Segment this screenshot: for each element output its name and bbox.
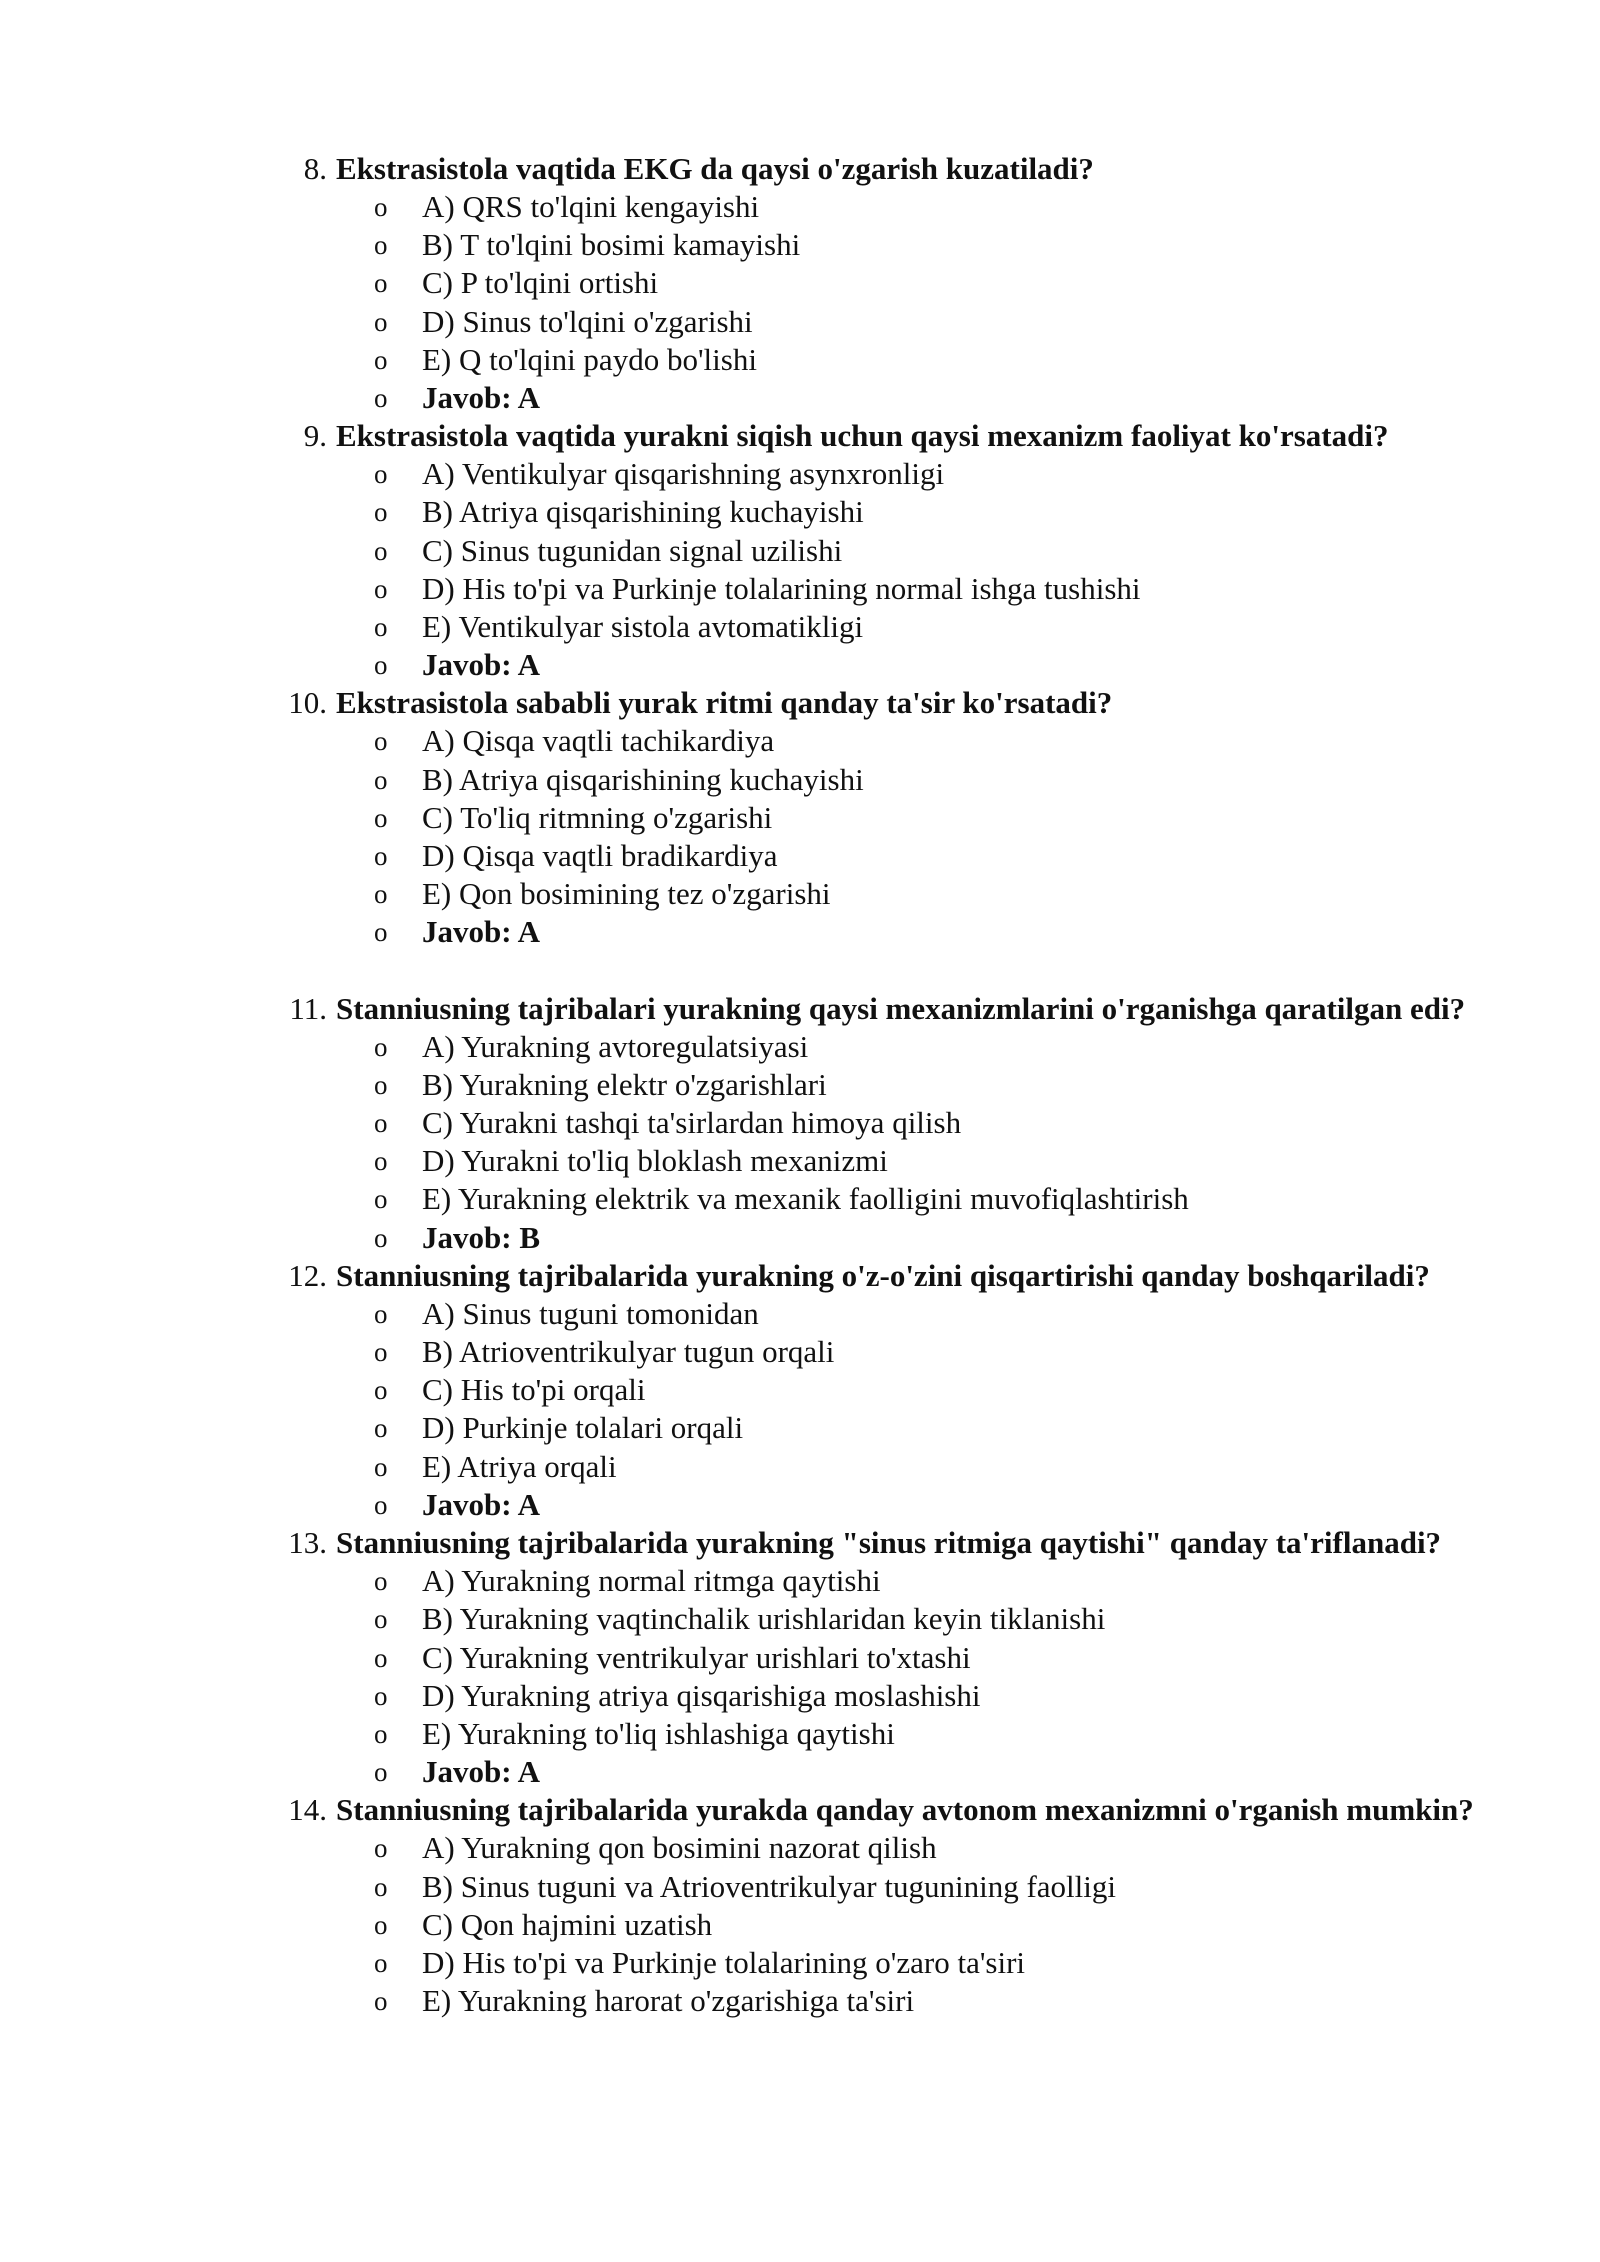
option-item (278, 1066, 1518, 1104)
question-text: Stanniusning tajribalari yurakning qaysi mexanizmlarini o'rganishga qaratilgan edi? (336, 990, 1466, 1026)
option-list (278, 722, 1518, 951)
option-text: C) Sinus tugunidan signal uzilishi (422, 532, 843, 568)
option-item (278, 1409, 1518, 1447)
question-13 (278, 1524, 1518, 1791)
question-8 (278, 150, 1518, 417)
question-text: Ekstrasistola vaqtida EKG da qaysi o'zgarish kuzatiladi? (336, 151, 1094, 186)
option-item (278, 1142, 1518, 1180)
bullet-icon: o (374, 802, 388, 833)
option-text: A) QRS to'lqini kengayishi (422, 189, 760, 224)
question-text: Ekstrasistola sababli yurak ritmi qanday ta'sir ko'rsatadi? (336, 685, 1113, 721)
option-item (278, 875, 1518, 913)
answer-item (278, 1753, 1518, 1791)
bullet-icon: o (374, 1451, 388, 1482)
option-text: A) Yurakning normal ritmga qaytishi (422, 1563, 881, 1599)
option-item (278, 1371, 1518, 1409)
bullet-icon: o (374, 1489, 388, 1520)
answer-item (278, 1219, 1518, 1257)
option-item (278, 455, 1518, 493)
option-item (278, 1104, 1518, 1142)
option-list (278, 1295, 1518, 1524)
option-text: E) Ventikulyar sistola avtomatikligi (422, 609, 864, 645)
option-text: C) His to'pi orqali (422, 1372, 646, 1408)
question-heading (278, 1791, 1518, 1829)
answer-item (278, 1486, 1518, 1524)
option-item (278, 1639, 1518, 1677)
answer-item (278, 646, 1518, 684)
question-heading (278, 1524, 1518, 1562)
bullet-icon: o (374, 1108, 388, 1139)
bullet-icon: o (374, 230, 388, 261)
option-text: B) T to'lqini bosimi kamayishi (422, 227, 801, 263)
question-number: 10. (288, 685, 327, 721)
bullet-icon: o (374, 1222, 388, 1253)
option-text: D) Yurakning atriya qisqarishiga moslashishi (422, 1677, 981, 1713)
option-text: B) Atrioventrikulyar tugun orqali (422, 1334, 835, 1370)
option-text: A) Ventikulyar qisqarishning asynxronligi (422, 456, 945, 492)
option-text: D) His to'pi va Purkinje tolalarining normal ishga tushishi (422, 570, 1141, 606)
option-text: E) Yurakning elektrik va mexanik faolligini muvofiqlashtirish (422, 1181, 1189, 1217)
option-text: B) Yurakning vaqtinchalik urishlaridan keyin tiklanishi (422, 1601, 1106, 1637)
bullet-icon: o (374, 879, 388, 910)
option-item (278, 837, 1518, 875)
option-text: C) Qon hajmini uzatish (422, 1906, 713, 1942)
option-text: D) His to'pi va Purkinje tolalarining o'zaro ta'siri (422, 1944, 1026, 1980)
option-text: B) Yurakning elektr o'zgarishlari (422, 1066, 827, 1102)
option-list (278, 455, 1518, 684)
bullet-icon: o (374, 1642, 388, 1673)
bullet-icon: o (374, 1604, 388, 1635)
bullet-icon: o (374, 1718, 388, 1749)
option-list (278, 1829, 1518, 2020)
answer-item (278, 913, 1518, 951)
question-heading (278, 1257, 1518, 1295)
option-item (278, 799, 1518, 837)
bullet-icon: o (374, 726, 388, 757)
option-item (278, 264, 1518, 302)
bullet-icon: o (374, 1757, 388, 1788)
option-item (278, 608, 1518, 646)
answer-text: Javob: A (422, 380, 540, 416)
option-item (278, 1028, 1518, 1066)
question-12 (278, 1257, 1518, 1524)
bullet-icon: o (374, 1986, 388, 2017)
bullet-icon: o (374, 650, 388, 681)
question-heading (278, 417, 1518, 455)
option-text: B) Atriya qisqarishining kuchayishi (422, 761, 864, 797)
answer-text: Javob: A (422, 1754, 540, 1790)
question-heading (278, 990, 1518, 1028)
option-text: E) Yurakning to'liq ishlashiga qaytishi (422, 1715, 895, 1751)
bullet-icon: o (374, 1680, 388, 1711)
bullet-icon: o (374, 1337, 388, 1368)
option-text: C) To'liq ritmning o'zgarishi (422, 799, 773, 835)
bullet-icon: o (374, 1069, 388, 1100)
question-number: 13. (288, 1525, 327, 1561)
option-text: E) Atriya orqali (422, 1448, 617, 1484)
option-item (278, 1295, 1518, 1333)
bullet-icon: o (374, 535, 388, 566)
question-heading (278, 150, 1518, 188)
option-text: E) Qon bosimining tez o'zgarishi (422, 876, 831, 912)
option-item (278, 1829, 1518, 1867)
option-item (278, 722, 1518, 760)
bullet-icon: o (374, 459, 388, 490)
bullet-icon: o (374, 1146, 388, 1177)
option-item (278, 188, 1518, 226)
option-list (278, 188, 1518, 417)
option-item (278, 1982, 1518, 2020)
bullet-icon: o (374, 1298, 388, 1329)
bullet-icon: o (374, 573, 388, 604)
option-list (278, 1562, 1518, 1791)
bullet-icon: o (374, 497, 388, 528)
option-item (278, 1677, 1518, 1715)
question-number: 12. (288, 1257, 327, 1293)
option-item (278, 761, 1518, 799)
bullet-icon: o (374, 344, 388, 375)
option-text: C) Yurakni tashqi ta'sirlardan himoya qilish (422, 1105, 962, 1141)
option-list (278, 1028, 1518, 1257)
option-item (278, 532, 1518, 570)
option-item (278, 1180, 1518, 1218)
option-text: A) Sinus tuguni tomonidan (422, 1295, 759, 1331)
option-text: C) P to'lqini ortishi (422, 265, 659, 301)
option-text: D) Sinus to'lqini o'zgarishi (422, 303, 753, 339)
option-text: B) Sinus tuguni va Atrioventrikulyar tugunining faolligi (422, 1868, 1117, 1904)
option-text: E) Yurakning harorat o'zgarishiga ta'siri (422, 1983, 915, 2019)
question-heading (278, 684, 1518, 722)
option-text: A) Yurakning avtoregulatsiyasi (422, 1028, 809, 1064)
question-number: 11. (289, 990, 327, 1026)
bullet-icon: o (374, 306, 388, 337)
bullet-icon: o (374, 1833, 388, 1864)
bullet-icon: o (374, 1031, 388, 1062)
option-text: C) Yurakning ventrikulyar urishlari to'xtashi (422, 1639, 971, 1675)
bullet-icon: o (374, 917, 388, 948)
quiz-list (278, 150, 1518, 2020)
option-item (278, 1333, 1518, 1371)
option-text: D) Yurakni to'liq bloklash mexanizmi (422, 1143, 888, 1179)
question-text: Stanniusning tajribalarida yurakning o'z-o'zini qisqartirishi qanday boshqariladi? (336, 1257, 1430, 1293)
option-text: B) Atriya qisqarishining kuchayishi (422, 494, 864, 530)
question-10 (278, 684, 1518, 951)
option-item (278, 341, 1518, 379)
answer-text: Javob: A (422, 647, 540, 683)
option-item (278, 1944, 1518, 1982)
bullet-icon: o (374, 1909, 388, 1940)
option-text: D) Purkinje tolalari orqali (422, 1410, 744, 1446)
option-text: A) Yurakning qon bosimini nazorat qilish (422, 1830, 937, 1866)
bullet-icon: o (374, 1566, 388, 1597)
option-item (278, 1906, 1518, 1944)
answer-text: Javob: A (422, 1486, 540, 1522)
option-item (278, 226, 1518, 264)
bullet-icon: o (374, 383, 388, 414)
bullet-icon: o (374, 1871, 388, 1902)
bullet-icon: o (374, 612, 388, 643)
option-item (278, 1562, 1518, 1600)
option-item (278, 1715, 1518, 1753)
answer-text: Javob: B (422, 1219, 540, 1255)
option-text: A) Qisqa vaqtli tachikardiya (422, 723, 775, 759)
option-text: E) Q to'lqini paydo bo'lishi (422, 341, 757, 377)
question-9 (278, 417, 1518, 684)
option-item (278, 1868, 1518, 1906)
option-item (278, 570, 1518, 608)
bullet-icon: o (374, 1375, 388, 1406)
bullet-icon: o (374, 1947, 388, 1978)
option-item (278, 303, 1518, 341)
answer-text: Javob: A (422, 914, 540, 950)
option-item (278, 1448, 1518, 1486)
bullet-icon: o (374, 1413, 388, 1444)
question-text: Stanniusning tajribalarida yurakda qanday avtonom mexanizmni o'rganish mumkin? (336, 1792, 1474, 1828)
option-item (278, 493, 1518, 531)
option-item (278, 1600, 1518, 1638)
question-11 (278, 990, 1518, 1257)
bullet-icon: o (374, 764, 388, 795)
question-text: Ekstrasistola vaqtida yurakni siqish uchun qaysi mexanizm faoliyat ko'rsatadi? (336, 418, 1389, 454)
bullet-icon: o (374, 841, 388, 872)
bullet-icon: o (374, 1184, 388, 1215)
question-number: 8. (303, 151, 327, 186)
question-number: 9. (303, 418, 327, 454)
question-14 (278, 1791, 1518, 2020)
answer-item (278, 379, 1518, 417)
bullet-icon: o (374, 192, 388, 222)
question-number: 14. (288, 1792, 327, 1828)
option-text: D) Qisqa vaqtli bradikardiya (422, 838, 778, 874)
question-text: Stanniusning tajribalarida yurakning "sinus ritmiga qaytishi" qanday ta'riflanadi? (336, 1525, 1442, 1561)
bullet-icon: o (374, 268, 388, 299)
